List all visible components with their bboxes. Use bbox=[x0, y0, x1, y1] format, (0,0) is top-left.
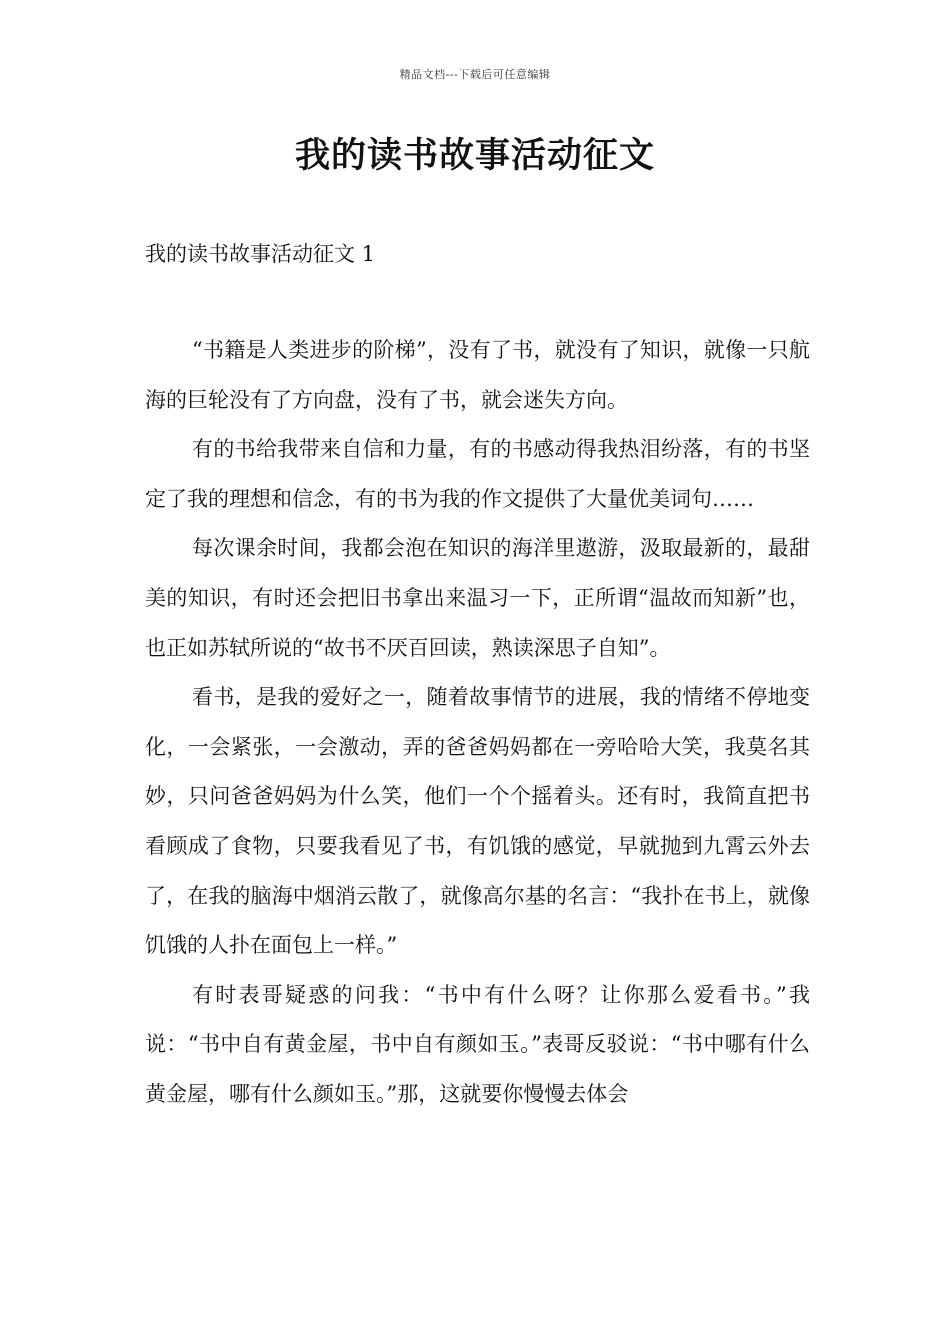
header-note: 精品文档---下载后可任意编辑 bbox=[399, 68, 551, 81]
paragraph: 有时表哥疑惑的问我：“书中有什么呀？让你那么爱看书。”我说：“书中自有黄金屋，书中自有颜如玉。”表哥反驳说：“书中哪有什么黄金屋，哪有什么颜如玉。”那，这就要你慢慢去体会 bbox=[145, 982, 810, 1106]
paragraph: 每次课余时间，我都会泡在知识的海洋里遨游，汲取最新的，最甜美的知识，有时还会把旧书拿出来温习一下，正所谓“温故而知新”也，也正如苏轼所说的“故书不厌百回读，熟读深思子自知”。 bbox=[145, 536, 810, 660]
paragraph: 有的书给我带来自信和力量，有的书感动得我热泪纷落，有的书坚定了我的理想和信念，有的书为我的作文提供了大量优美词句…… bbox=[145, 437, 810, 511]
document-title: 我的读书故事活动征文 bbox=[294, 135, 655, 176]
paragraph: “书籍是人类进步的阶梯”，没有了书，就没有了知识，就像一只航海的巨轮没有了方向盘，没有了书，就会迷失方向。 bbox=[145, 338, 810, 412]
article-body bbox=[145, 326, 810, 1120]
paragraph: 看书，是我的爱好之一，随着故事情节的进展，我的情绪不停地变化，一会紧张，一会激动，弄的爸爸妈妈都在一旁哈哈大笑，我莫名其妙，只问爸爸妈妈为什么笑，他们一个个摇着头。还有时，我简直把书看顾成了食物，只要我看见了书，有饥饿的感觉，早就抛到九霄云外去了，在我的脑海中烟消云散了，就像高尔基的名言：“我扑在书上，就像饥饿的人扑在面包上一样。” bbox=[145, 685, 810, 958]
section-heading: 我的读书故事活动征文 1 bbox=[145, 242, 376, 266]
